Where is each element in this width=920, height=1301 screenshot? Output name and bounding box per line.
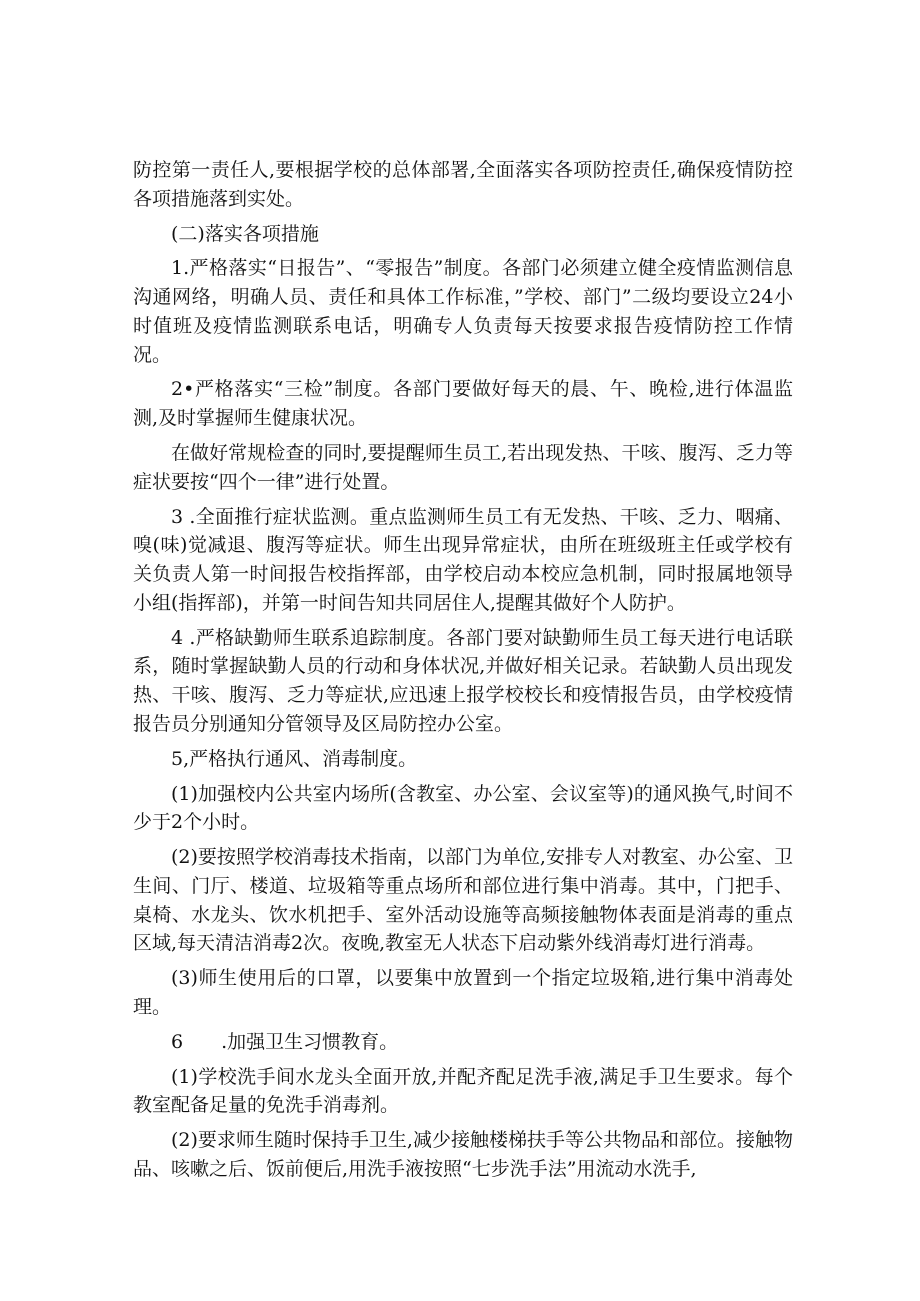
paragraph-item-6-sub-2: (2)要求师生随时保持手卫生,减少接触楼梯扶手等公共物品和部位。接触物品、咳嗽之后、饭前便后,用洗手液按照“七步洗手法”用流动水洗手, [133,1129,793,1180]
paragraph-item-1: 1.严格落实“日报告”、“零报告”制度。各部门必须建立健全疫情监测信息沟通网络，明确人员、责任和具体工作标准，”学校、部门”二级均要设立24小时值班及疫情监测联系电话，明确专人负责每天按要求报告疫情防控工作情况。 [133,257,793,366]
paragraph-item-3: 3 .全面推行症状监测。重点监测师生员工有无发热、干咳、乏力、咽痛、嗅(味)觉减退、腹泻等症状。师生出现异常症状，由所在班级班主任或学校有关负责人第一时间报告校指挥部，由学校启动本校应急机制，同时报属地领导小组(指挥部)，并第一时间告知共同居住人,提醒其做好个人防护。 [133,505,793,614]
paragraph-item-4: 4 .严格缺勤师生联系追踪制度。各部门要对缺勤师生员工每天进行电话联系，随时掌握缺勤人员的行动和身体状况,并做好相关记录。若缺勤人员出现发热、干咳、腹泻、乏力等症状,应迅速上报学校校长和疫情报告员，由学校疫情报告员分别通知分管领导及区局防控办公室。 [133,626,793,735]
paragraph-item-5: 5,严格执行通风、消毒制度。 [171,747,418,770]
paragraph-item-2-detail: 在做好常规检查的同时,要提醒师生员工,若出现发热、干咳、腹泻、乏力等症状要按“四个一律”进行处置。 [133,442,793,493]
paragraph-item-6-sub-1: (1)学校洗手间水龙头全面开放,并配齐配足洗手液,满足手卫生要求。每个教室配备足量的免洗手消毒剂。 [133,1065,793,1117]
document-body [133,156,793,1190]
paragraph-item-2: 2•严格落实“三检”制度。各部门要做好每天的晨、午、晚检,进行体温监测,及时掌握师生健康状况。 [133,378,793,430]
section-heading-measures: (二)落实各项措施 [171,222,319,245]
paragraph-item-6: 6 .加强卫生习惯教育。 [171,1030,399,1053]
paragraph-item-5-sub-2: (2)要按照学校消毒技术指南，以部门为单位,安排专人对教室、办公室、卫生间、门厅、楼道、垃圾箱等重点场所和部位进行集中消毒。其中，门把手、桌椅、水龙头、饮水机把手、室外活动设施等高频接触物体表面是消毒的重点区域,每天清洁消毒2次。夜晚,教室无人状态下启动紫外线消毒灯进行消毒。 [133,846,793,955]
paragraph-responsibility: 防控第一责任人,要根据学校的总体部署,全面落实各项防控责任,确保疫情防控各项措施落到实处。 [133,159,793,210]
paragraph-item-5-sub-1: (1)加强校内公共室内场所(含教室、办公室、会议室等)的通风换气,时间不少于2个小时。 [133,782,793,834]
paragraph-item-5-sub-3: (3)师生使用后的口罩，以要集中放置到一个指定垃圾箱,进行集中消毒处理。 [133,967,793,1018]
